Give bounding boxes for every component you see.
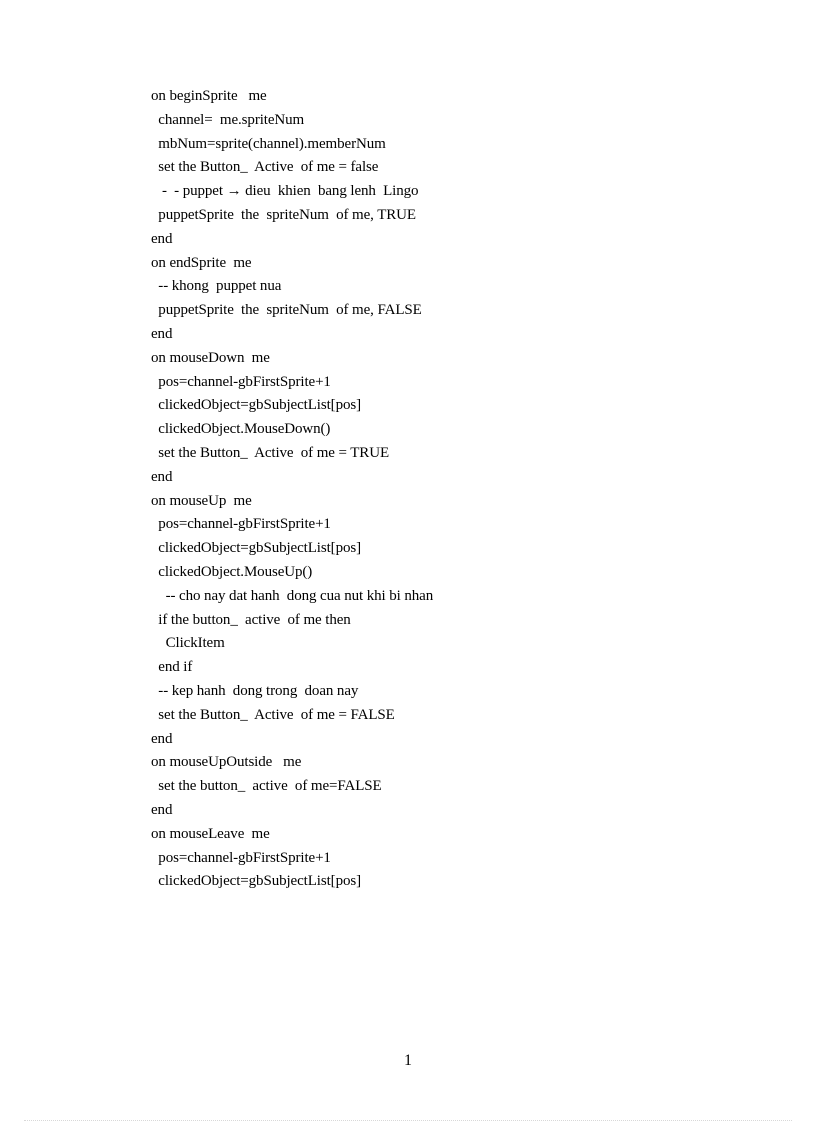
code-line: - - puppet → dieu khien bang lenh Lingo xyxy=(151,183,419,200)
code-line: set the Button_ Active of me = false xyxy=(151,159,379,176)
code-line: set the Button_ Active of me = TRUE xyxy=(151,444,390,461)
code-line: -- khong puppet nua xyxy=(151,278,282,295)
code-line: pos=channel-gbFirstSprite+1 xyxy=(151,849,331,866)
code-line: clickedObject=gbSubjectList[pos] xyxy=(151,540,362,557)
code-line: clickedObject.MouseUp() xyxy=(151,563,313,580)
code-line: ClickItem xyxy=(151,635,225,652)
code-line: pos=channel-gbFirstSprite+1 xyxy=(151,516,331,533)
code-line: end xyxy=(151,230,173,247)
code-line: end xyxy=(151,801,173,818)
code-line: if the button_ active of me then xyxy=(151,611,351,628)
code-line: on endSprite me xyxy=(151,254,252,271)
code-line: on mouseUp me xyxy=(151,492,252,509)
code-line: end xyxy=(151,468,173,485)
code-line: end if xyxy=(151,659,193,676)
code-line: set the Button_ Active of me = FALSE xyxy=(151,706,395,723)
code-line: end xyxy=(151,325,173,342)
code-line: channel= me.spriteNum xyxy=(151,111,305,128)
code-line: mbNum=sprite(channel).memberNum xyxy=(151,135,386,152)
code-line: -- cho nay dat hanh dong cua nut khi bi nhan xyxy=(151,587,434,604)
code-line: puppetSprite the spriteNum of me, TRUE xyxy=(151,206,416,223)
code-line: clickedObject=gbSubjectList[pos] xyxy=(151,873,362,890)
code-line: end xyxy=(151,730,173,747)
page-number: 1 xyxy=(404,1052,412,1069)
code-line: on mouseUpOutside me xyxy=(151,754,302,771)
code-line: on mouseDown me xyxy=(151,349,270,366)
page-bottom-divider xyxy=(24,1120,792,1121)
code-line: set the button_ active of me=FALSE xyxy=(151,778,382,795)
code-line: on mouseLeave me xyxy=(151,825,270,842)
code-line: puppetSprite the spriteNum of me, FALSE xyxy=(151,302,422,319)
code-line: pos=channel-gbFirstSprite+1 xyxy=(151,373,331,390)
code-line: -- kep hanh dong trong doan nay xyxy=(151,682,359,699)
code-line: clickedObject=gbSubjectList[pos] xyxy=(151,397,362,414)
lingo-code-block xyxy=(151,85,671,894)
code-line: on beginSprite me xyxy=(151,88,267,104)
code-line: clickedObject.MouseDown() xyxy=(151,421,331,438)
